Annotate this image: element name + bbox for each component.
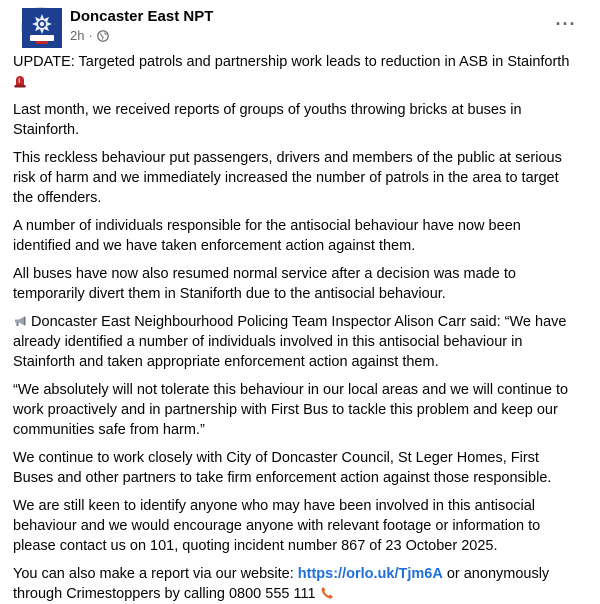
report-text: You can also make a report via our website: <box>13 566 298 582</box>
post-paragraph: We continue to work closely with City of Doncaster Council, St Leger Homes, First Buses and other partners to take firm enforcement action against those responsible. <box>13 450 552 486</box>
globe-icon <box>97 30 109 42</box>
page-name[interactable]: Doncaster East NPT <box>70 8 214 25</box>
more-options-button[interactable]: ··· <box>555 13 577 34</box>
post-meta <box>70 28 109 43</box>
post-paragraph <box>13 312 582 372</box>
police-crest-icon <box>22 8 62 48</box>
telephone-emoji-icon <box>320 586 334 600</box>
post-header <box>12 0 588 52</box>
siren-emoji-icon <box>13 74 27 88</box>
megaphone-emoji-icon <box>13 314 27 328</box>
post-paragraph: “We absolutely will not tolerate this behaviour in our local areas and we will continue to work proactively and in partnership with First Bus to tackle this problem and keep our communities safe from harm.” <box>13 382 569 438</box>
page-avatar[interactable] <box>21 7 61 47</box>
meta-separator: · <box>88 28 93 43</box>
post-paragraph: All buses have now also resumed normal service after a decision was made to temporarily divert them in Staniforth due to the antisocial behaviour. <box>13 266 516 302</box>
post-timestamp[interactable]: 2h <box>70 28 85 43</box>
post-body <box>12 52 588 604</box>
post-paragraph: This reckless behaviour put passengers, drivers and members of the public at serious risk of harm and we immediately increased the number of patrols in the area to target the offenders. <box>13 150 562 206</box>
post-paragraph <box>13 52 582 92</box>
post-paragraph: We are still keen to identify anyone who may have been involved in this antisocial behaviour and we would encourage anyone with relevant footage or information to please contact us on 101, quoting incident number 867 of 23 October 2025. <box>13 498 541 554</box>
post-paragraph: Last month, we received reports of groups of youths throwing bricks at buses in Stainforth. <box>13 102 522 138</box>
website-link[interactable]: https://orlo.uk/Tjm6A <box>297 566 443 582</box>
post-paragraph: A number of individuals responsible for the antisocial behaviour have now been identified and we have taken enforcement action against them. <box>13 218 521 254</box>
crimestoppers-text: or anonymously through Crimestoppers by calling 0800 555 111 <box>13 566 550 602</box>
inspector-quote: Doncaster East Neighbourhood Policing Team Inspector Alison Carr said: “We have already identified a number of individuals involved in this antisocial behaviour in Stainforth and taken appropriate enforcement action against them. <box>13 314 567 370</box>
update-headline: UPDATE: Targeted patrols and partnership work leads to reduction in ASB in Stainforth <box>13 54 570 70</box>
post-paragraph <box>13 564 582 604</box>
